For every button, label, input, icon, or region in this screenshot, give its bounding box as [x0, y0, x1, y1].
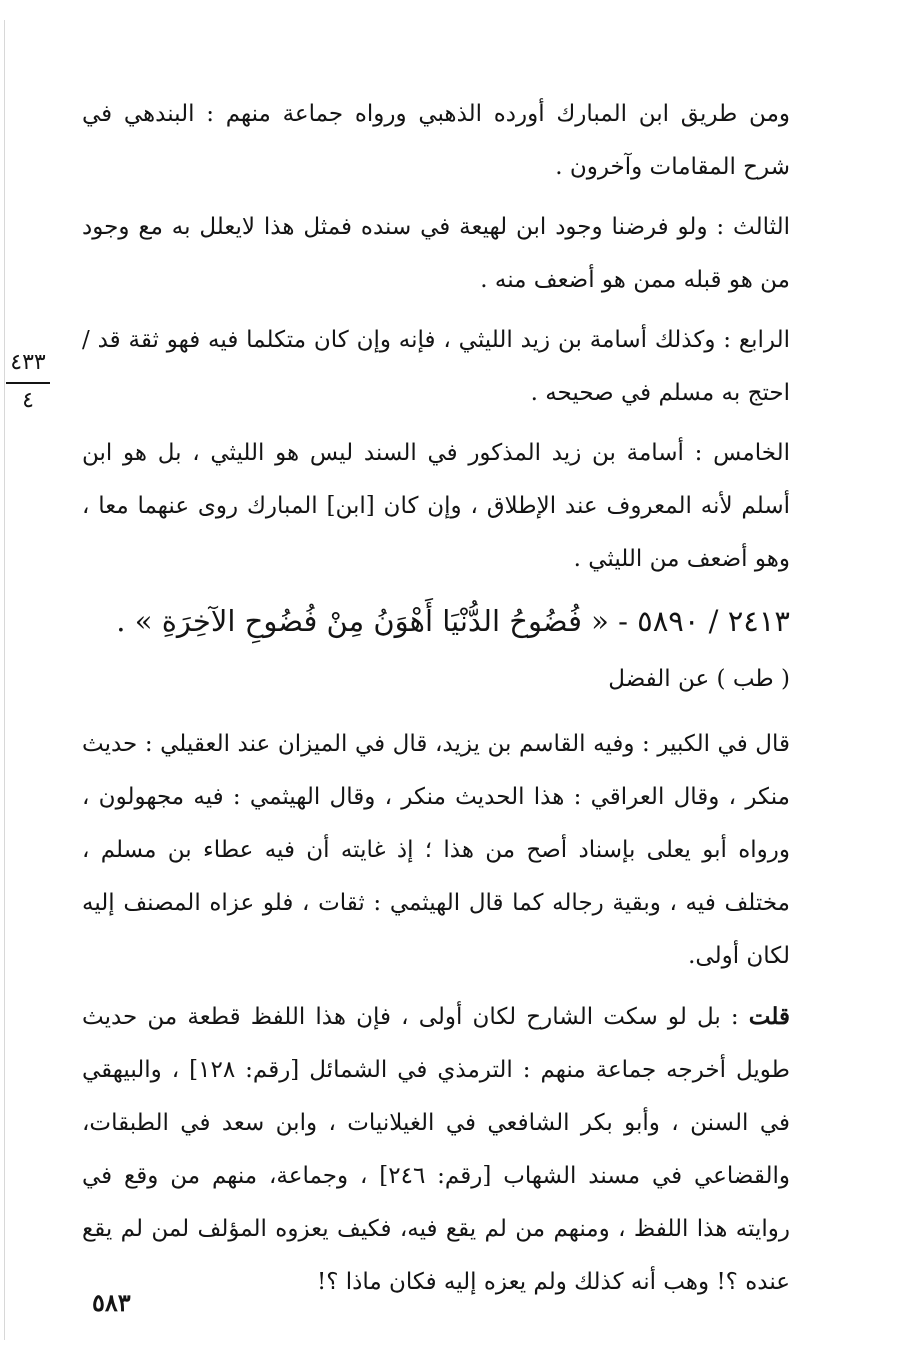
hadith-source: ( طب ) عن الفضل: [608, 666, 790, 692]
hadith-number: ٢٤١٣ / ٥٨٩٠ -: [618, 604, 790, 638]
paragraph-third-point: الثالث : ولو فرضنا وجود ابن لهيعة في سنده فمثل هذا لايعلل به مع وجود من هو قبله ممن هو أضعف منه .: [82, 214, 790, 293]
margin-volume-page-reference: [6, 350, 50, 414]
margin-reference-bottom: ٤: [22, 388, 34, 413]
paragraph-fifth-point: الخامس : أسامة بن زيد المذكور في السند ليس هو الليثي ، بل هو ابن أسلم لأنه المعروف عند الإطلاق ، وإن كان [ابن] المبارك روى عنهما معا ، وهو أضعف من الليثي .: [82, 440, 790, 572]
page-body: [82, 88, 790, 1316]
note-paragraph: [82, 990, 790, 1309]
margin-reference-rule: [6, 382, 50, 384]
margin-reference-top: ٤٣٣: [10, 350, 46, 375]
note-text: : بل لو سكت الشارح لكان أولى ، فإن هذا اللفظ قطعة من حديث طويل أخرجه جماعة منهم : الترمذي في الشمائل [رقم: ١٢٨] ، والبيهقي في السنن ، وأبو بكر الشافعي في الغيلانيات ، وابن سعد في الطبقات، والقضاعي في مسند الشهاب [رقم: ٢٤٦] ، وجماعة، منهم من وقع في روايته هذا اللفظ ، ومنهم من لم يقع فيه، فكيف يعزوه المؤلف لمن لم يقع عنده ؟! وهب أنه كذلك ولم يعزه إليه فكان ماذا ؟!: [82, 1004, 790, 1295]
hadith-heading: [82, 593, 790, 649]
scan-edge-line: [4, 20, 5, 1340]
paragraph-fourth-point: الرابع : وكذلك أسامة بن زيد الليثي ، فإنه وإن كان متكلما فيه فهو ثقة قد / احتج به مسلم في صحيحه .: [82, 327, 790, 406]
hadith-text: « فُضُوحُ الدُّنْيَا أَهْوَنُ مِنْ فُضُوحِ الآخِرَةِ » .: [116, 604, 609, 638]
commentary-paragraph: قال في الكبير : وفيه القاسم بن يزيد، قال في الميزان عند العقيلي : حديث منكر ، وقال العراقي : هذا الحديث منكر ، وقال الهيثمي : فيه مجهولون ، ورواه أبو يعلى بإسناد أصح من هذا ؛ إذ غايته أن فيه عطاء بن مسلم ، مختلف فيه ، وبقية رجاله كما قال الهيثمي : ثقات ، فلو عزاه المصنف إليه لكان أولى.: [82, 731, 790, 969]
note-lead-word: قلت: [748, 1003, 790, 1030]
paragraph-ibn-mubarak: ومن طريق ابن المبارك أورده الذهبي ورواه جماعة منهم : البندهي في شرح المقامات وآخرون .: [82, 101, 790, 180]
page-number: ٥٨٣: [92, 1288, 131, 1317]
